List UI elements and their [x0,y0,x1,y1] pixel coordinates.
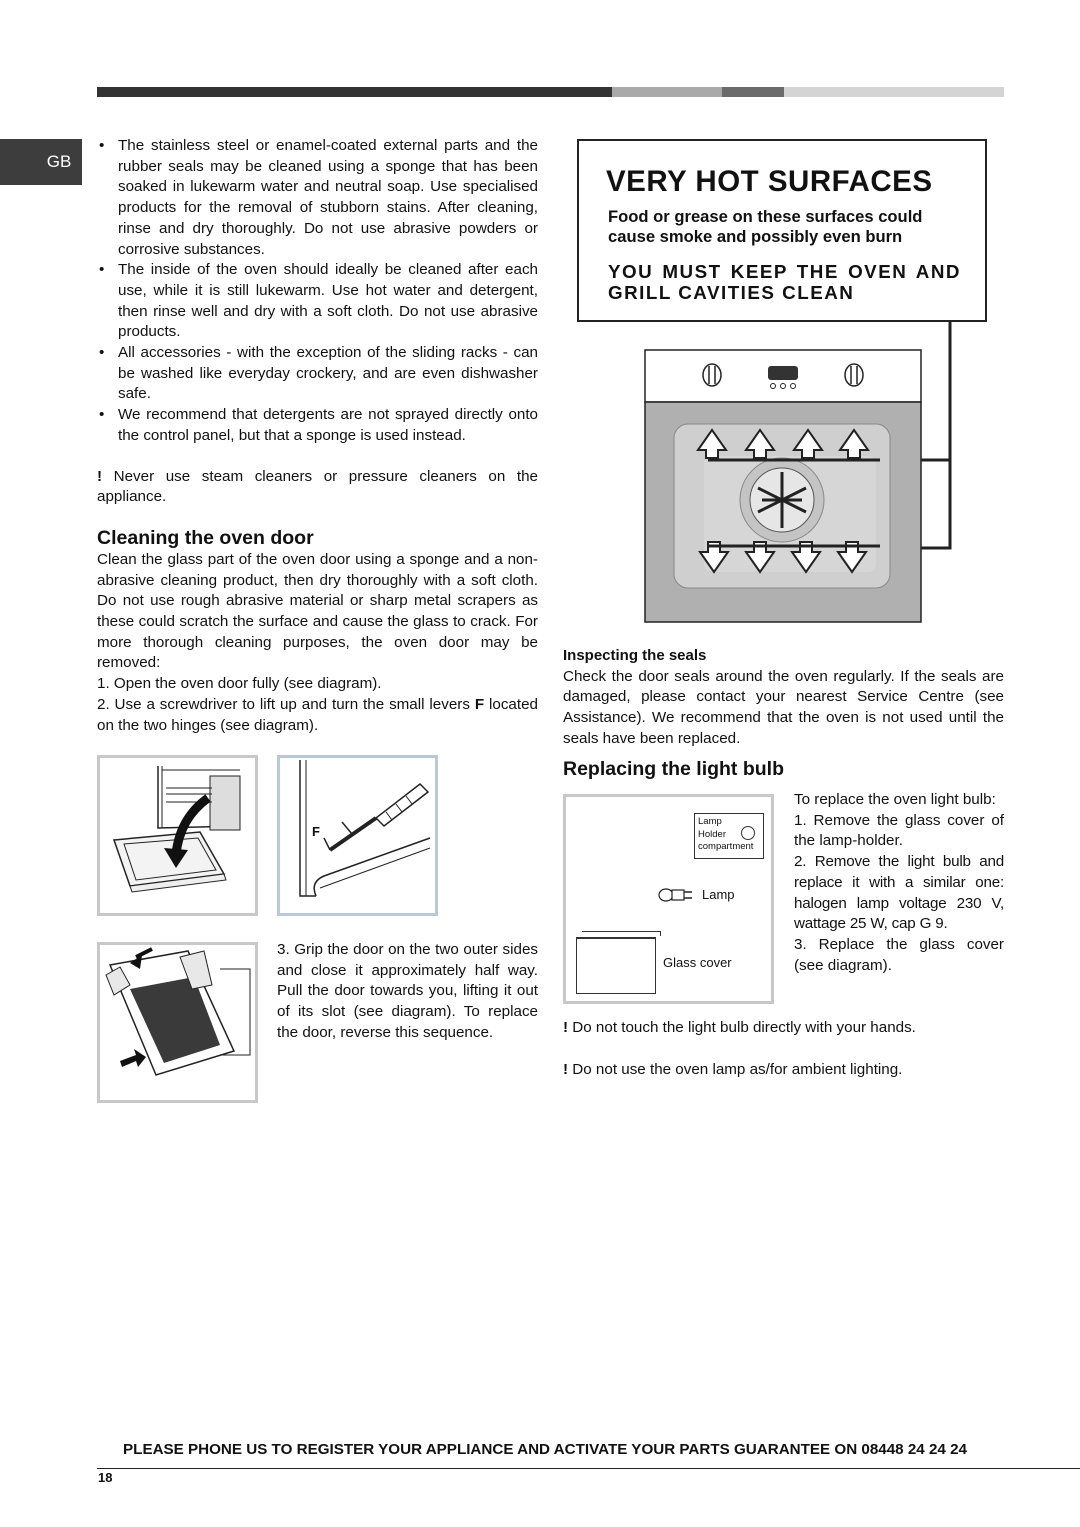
list-item: • All accessories - with the exception of the sliding racks - can be washed like everyday crockery, and are even dishwasher safe. [97,343,538,405]
bulb-icon [658,887,694,903]
warning-mark: ! [97,467,103,485]
language-tab: GB [0,139,82,185]
step-2-end: located on the two hinges (see diagram). [97,695,538,734]
door-text: Clean the glass part of the oven door using a sponge and a non-abrasive cleaning product, then dry thoroughly with a soft cloth. Do not use rough abrasive material or sharp metal scrapers as these could scratch the surface and cause the glass to crack. For more thorough cleaning purposes, the oven door may be removed: [97,550,538,672]
bulb-step-2: 2. Remove the light bulb and replace it with a similar one: halogen lamp voltage 230 V, wattage 25 W, cap G 9. [794,853,1004,933]
list-item: • The inside of the oven should ideally be cleaned after each use, while it is still lukewarm. Use hot water and detergent, then rinse well and dry with a soft cloth. Do not use abrasive products. [97,260,538,343]
door-step-1: 1. Open the oven door fully (see diagram). [97,675,382,693]
lamp-holder-box [694,813,764,859]
bulb-step-1: 1. Remove the glass cover of the lamp-holder. [794,811,1004,850]
door-open-figure [97,755,258,916]
bulb-steps [794,790,1004,976]
header-bar-dark [97,87,612,97]
note-1-text: Do not touch the light bulb directly with your hands. [572,1019,916,1036]
screwdriver-illustration [280,758,435,913]
lamp-holder-label-3: compartment [698,841,754,852]
oven-illustration [640,320,960,630]
lamp-socket-icon [741,826,755,840]
list-item: • We recommend that detergents are not sprayed directly onto the control panel, but that a sponge is used instead. [97,405,538,446]
step-2-text: 2. Use a screwdriver to lift up and turn the small levers [97,695,470,713]
bulb-note-1 [563,1018,1004,1039]
registration-footer: PLEASE PHONE US TO REGISTER YOUR APPLIANCE AND ACTIVATE YOUR PARTS GUARANTEE ON 08448 24 24 24 [123,1441,967,1458]
header-bar-dark2 [722,87,784,97]
left-column [97,136,538,736]
warning-text: Never use steam cleaners or pressure cleaners on the appliance. [97,467,538,506]
list-item: • The stainless steel or enamel-coated external parts and the rubber seals may be cleaned using a sponge that has been soaked in lukewarm water and neutral soap. Use specialised products for the removal of stubborn stains. After cleaning, rinse and dry thoroughly. Do not use abrasive powders or corrosive substances. [97,136,538,260]
note-2-text: Do not use the oven lamp as/for ambient lighting. [572,1061,903,1078]
bulb-note-2 [563,1060,1004,1081]
hinge-lever-figure [277,755,438,916]
glass-cover-label: Glass cover [663,955,732,970]
seals-heading: Inspecting the seals [563,647,707,664]
bulb-step-3: 3. Replace the glass cover (see diagram). [794,935,1004,974]
very-hot-surfaces-box [577,139,987,322]
lever-letter: F [474,695,485,713]
door-heading: Cleaning the oven door [97,526,314,549]
glass-cover-shape [576,937,656,994]
seals-section [563,646,1004,781]
warning-title: VERY HOT SURFACES [606,165,933,198]
steam-cleaner-warning [97,467,538,508]
lamp-holder-label-2: Holder [698,828,726,840]
note-mark: ! [563,1061,569,1078]
bulb-heading: Replacing the light bulb [563,757,784,780]
footer-rule [97,1468,1080,1469]
header-bar-mid [612,87,722,97]
lamp-label: Lamp [702,887,735,902]
note-mark: ! [563,1019,569,1036]
door-removal-figure [97,942,258,1103]
lever-f-label: F [312,824,320,839]
page-number: 18 [98,1470,113,1485]
warning-subtitle: Food or grease on these surfaces could cause smoke and possibly even burn [608,207,923,246]
header-bar-light [784,87,1004,97]
glass-cover-edge [582,931,661,936]
door-step-2 [97,695,538,736]
lamp-holder-label-1: Lamp [698,816,722,827]
bulb-intro: To replace the oven light bulb: [794,791,996,808]
door-removal-illustration [100,945,255,1100]
seals-text: Check the door seals around the oven regularly. If the seals are damaged, please contact your nearest Service Centre (see Assistance). We recommend that the oven is not used until the seals have been replaced. [563,667,1004,747]
care-bullet-list [97,136,538,447]
open-door-illustration [100,758,255,913]
warning-keep-clean: YOU MUST KEEP THE OVEN AND GRILL CAVITIES CLEAN [608,261,961,303]
door-step-3: 3. Grip the door on the two outer sides and close it approximately half way. Pull the door towards you, lifting it out of its slot (see diagram). To replace the door, reverse this sequence. [277,941,538,1041]
lamp-figure [563,794,774,1004]
